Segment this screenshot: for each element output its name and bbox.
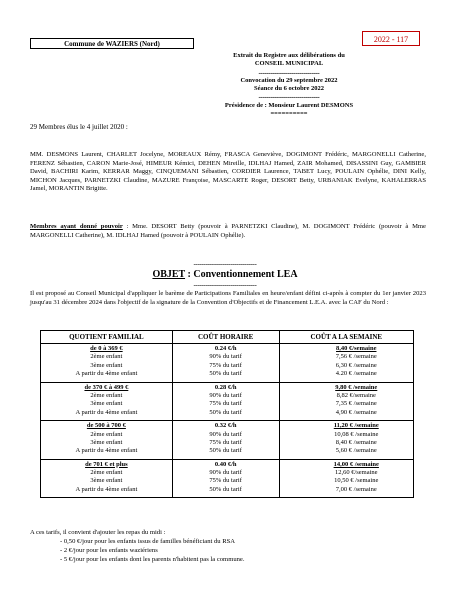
hourly-cost-cell: 0.32 €/h 90% du tarif 75% du tarif 50% du tarif	[172, 421, 279, 460]
list-item: - 5 €/jour pour les enfants dont les parents n'habitent pas la commune.	[60, 556, 245, 563]
commune-name: Commune de WAZIERS (Nord)	[30, 38, 194, 49]
quotient-cell: de 701 € et plus 2ème enfant 3ème enfant A partir du 4ème enfant	[41, 459, 173, 498]
hourly-cost-cell: 0.24 €/h 90% du tarif 75% du tarif 50% du tarif	[172, 344, 279, 383]
intro-paragraph: Il est proposé au Conseil Municipal d'appliquer le barème de Participations Familiales en heure/enfant défini ci-après à compter du 1er janvier 2023 jusqu'au 31 décembre 2024 dans l'objectif de la signature de la Convention d'Objectifs et de Financement L.E.A. avec la CAF du Nord :	[30, 290, 426, 306]
weekly-cost-cell: 8,40 €/semaine 7,56 € /semaine 6,30 € /semaine 4.20 € /semaine	[279, 344, 413, 383]
object-section	[0, 260, 450, 289]
proxy-members	[30, 223, 426, 243]
proxy-label: Membres ayant donné pouvoir	[30, 223, 123, 230]
header-registry-line: Extrait du Registre aux délibérations du	[233, 52, 345, 59]
table-row	[41, 344, 414, 383]
weekly-cost-cell: 11,20 € /semaine 10,08 € /semaine 8,40 € /semaine 5,60 € /semaine	[279, 421, 413, 460]
table-row	[41, 459, 414, 498]
proxy-text: : Mme. DESORT Betty (pouvoir à PARNETZKI Claudine), M. DOGIMONT Frédéric (pouvoir à Mme MARGONELLI Catherine), M. IDLHAJ Hamed (pouvoir à POULAIN Ophélie).	[30, 223, 426, 239]
tariff-table	[40, 330, 414, 498]
list-item: - 2 €/jour pour les enfants waziériens	[60, 547, 158, 554]
convocation-date: Convocation du 29 septembre 2022	[240, 76, 338, 84]
table-row	[41, 382, 414, 421]
header-separator: ==========	[270, 110, 308, 118]
weekly-cost-cell: 9,80 € /semaine 8,82 €/semaine 7,35 € /semaine 4,90 € /semaine	[279, 382, 413, 421]
hourly-cost-cell: 0.28 €/h 90% du tarif 75% du tarif 50% du tarif	[172, 382, 279, 421]
meal-prices-section	[30, 528, 426, 564]
meal-prices-lead: A ces tarifs, il convient d'ajouter les repas du midi :	[30, 529, 166, 536]
members-count: 29 Membres élus le 4 juillet 2020 :	[30, 123, 128, 131]
header-weekly-cost: COÛT A LA SEMAINE	[279, 331, 413, 344]
quotient-cell: de 500 à 700 € 2ème enfant 3ème enfant A partir du 4ème enfant	[41, 421, 173, 460]
header-council-line: CONSEIL MUNICIPAL	[254, 60, 324, 68]
present-members: MM. DESMONS Laurent, CHARLET Jocelyne, MOREAUX Rémy, FRASCA Geneviève, DOGIMONT Frédéric, MARGONELLI Catherine, FERENZ Sébastien, CARON Marie-José, HIMEUR Kémici, DEHEN Mireille, IDLHAJ Hamed, ZAIR Mohamed, DISASSINI Guy, GAMBIER David, BACHIRI Karim, KERRAR Maggy, CINQUEMANI Sébastien, CORDIER Laurence, TABET Lucy, POULAIN Ophélie, DINI Kelly, MICHON Jacques, PARNETZKI Claudine, MAZURE Françoise, MASCARTE Roger, DESORT Betty, URBANIAK Evelyne, KAHALERRAS Jamel, MORANTIN Brigitte.	[30, 151, 426, 193]
object-label: OBJET	[152, 269, 186, 280]
weekly-cost-cell: 14,00 € /semaine 12,60 €/semaine 10,50 € /semaine 7,00 € /semaine	[279, 459, 413, 498]
header-quotient: QUOTIENT FAMILIAL	[41, 331, 173, 344]
document-header	[208, 52, 370, 118]
table-row	[41, 421, 414, 460]
object-separator: -------------------------------	[193, 260, 257, 268]
hourly-cost-cell: 0.40 €/h 90% du tarif 75% du tarif 50% du tarif	[172, 459, 279, 498]
object-separator: -------------------------------	[193, 281, 257, 289]
header-separator: ------------------------------	[258, 93, 320, 102]
quotient-cell: de 370 € à 499 € 2ème enfant 3ème enfant A partir du 4ème enfant	[41, 382, 173, 421]
session-date: Séance du 6 octobre 2022	[254, 85, 324, 93]
object-title: : Conventionnement LEA	[185, 269, 298, 280]
deliberation-reference: 2022 - 117	[362, 31, 420, 46]
list-item: - 0,50 €/jour pour les enfants issus de familles bénéficiant du RSA	[60, 538, 236, 545]
quotient-cell: de 0 à 369 € 2ème enfant 3ème enfant A partir du 4ème enfant	[41, 344, 173, 383]
header-separator: ------------------------------	[258, 68, 320, 77]
presidency-line: Présidence de : Monsieur Laurent DESMONS	[224, 101, 354, 109]
header-hourly-cost: COÛT HORAIRE	[172, 331, 279, 344]
